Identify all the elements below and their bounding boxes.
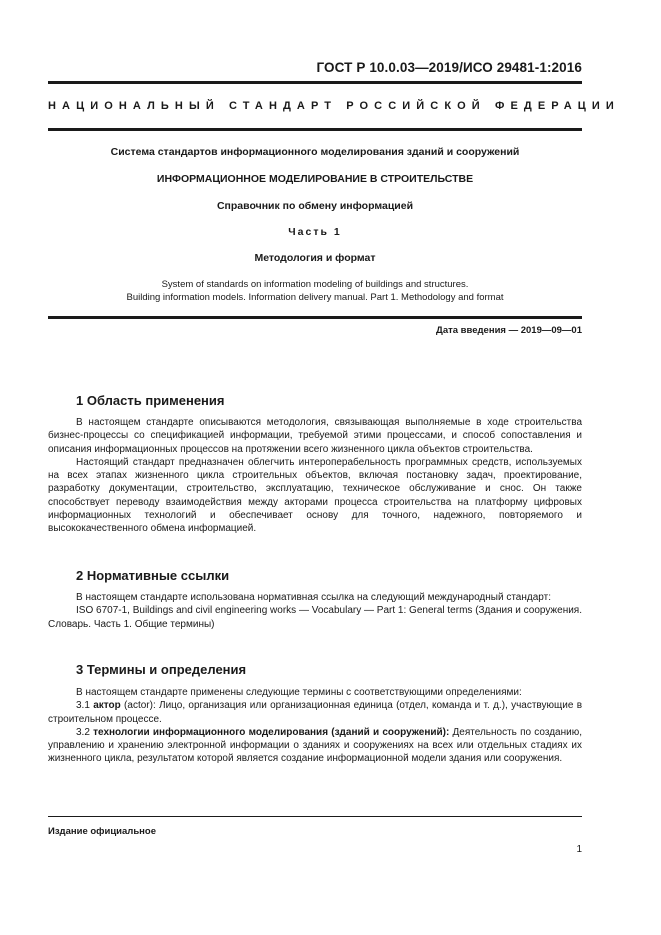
term-3-2-number: 3.2 (76, 726, 94, 738)
normative-reference: ISO 6707-1, Buildings and civil engineering works — Vocabulary — Part 1: General terms (Здания и сооружения. Словарь. Часть 1. Общие термины) (48, 605, 582, 630)
title-bottom-rule (48, 316, 582, 319)
term-3-2-term: технологии информационного моделирования (зданий и сооружений): (93, 726, 450, 738)
section-1-heading: 1 Область применения (76, 393, 225, 408)
standard-subtitle: Справочник по обмену информацией (216, 200, 414, 212)
term-3-1-number: 3.1 (76, 700, 94, 712)
standard-main-title: ИНФОРМАЦИОННОЕ МОДЕЛИРОВАНИЕ В СТРОИТЕЛЬСТВЕ (156, 173, 474, 185)
english-title (48, 278, 582, 304)
gost-code: ГОСТ Р 10.0.03—2019/ИСО 29481-1:2016 (316, 60, 582, 75)
section-1-body (48, 416, 582, 536)
top-rule (48, 81, 582, 84)
part-title: Методология и формат (254, 252, 376, 264)
section-1-paragraph-2: Настоящий стандарт предназначен облегчить интероперабельность программных средств, используемых на всех этапах жизненного цикла строительных объектов, включая постановку задач, проектирование, разработку документации, строительство, эксплуатацию, техническое обслуживание и снос. Он также способствует переводу взаимодействия между акторами процесса строительства на платформу цифровых информационных технологий и обеспечивает основу для точного, надежного, повторяемого и высококачественного обмена информацией. (48, 456, 582, 535)
section-3-heading: 3 Термины и определения (76, 662, 247, 677)
term-3-2 (48, 726, 582, 766)
national-standard-heading: НАЦИОНАЛЬНЫЙ СТАНДАРТ РОССИЙСКОЙ ФЕДЕРАЦИИ (48, 100, 620, 112)
standard-series-title: Система стандартов информационного моделирования зданий и сооружений (110, 146, 520, 158)
introduction-date: Дата введения — 2019—09—01 (436, 325, 582, 336)
section-3-body (48, 686, 582, 766)
heading-rule (48, 128, 582, 131)
term-3-2-definition: Деятельность по созданию, управлению и хранению электронной информации о зданиях и сооружениях на всех или отдельных стадиях их жизненного цикла, результатом которой является создание информационной модели здания или сооружения. (48, 726, 582, 765)
english-title-line2: Building information models. Information delivery manual. Part 1. Methodology and format (126, 292, 504, 303)
term-3-1-term: актор (93, 700, 121, 712)
term-3-1 (48, 699, 582, 726)
term-3-1-definition: (actor): Лицо, организация или организационная единица (отдел, команда и т. д.), участвующие в строительном процессе. (48, 700, 583, 725)
section-3-paragraph-1: В настоящем стандарте применены следующие термины с соответствующими определениями: (76, 687, 522, 698)
section-2-heading: 2 Нормативные ссылки (76, 568, 230, 583)
part-label: Часть 1 (288, 226, 342, 238)
section-2-body (48, 591, 582, 631)
official-edition-label: Издание официальное (48, 826, 156, 837)
section-1-paragraph-1: В настоящем стандарте описываются методология, связывающая выполняемые в ходе строительства бизнес-процессы со спецификацией информации, требуемой этими процессами, и способ сопоставления и описания информационных процессов на протяжении всего жизненного цикла объектов строительства. (48, 417, 582, 455)
english-title-line1: System of standards on information modeling of buildings and structures. (161, 279, 469, 290)
section-2-paragraph-1: В настоящем стандарте использована нормативная ссылка на следующий международный стандарт: (76, 592, 551, 603)
page-number: 1 (576, 844, 582, 855)
footer-rule (48, 816, 582, 817)
